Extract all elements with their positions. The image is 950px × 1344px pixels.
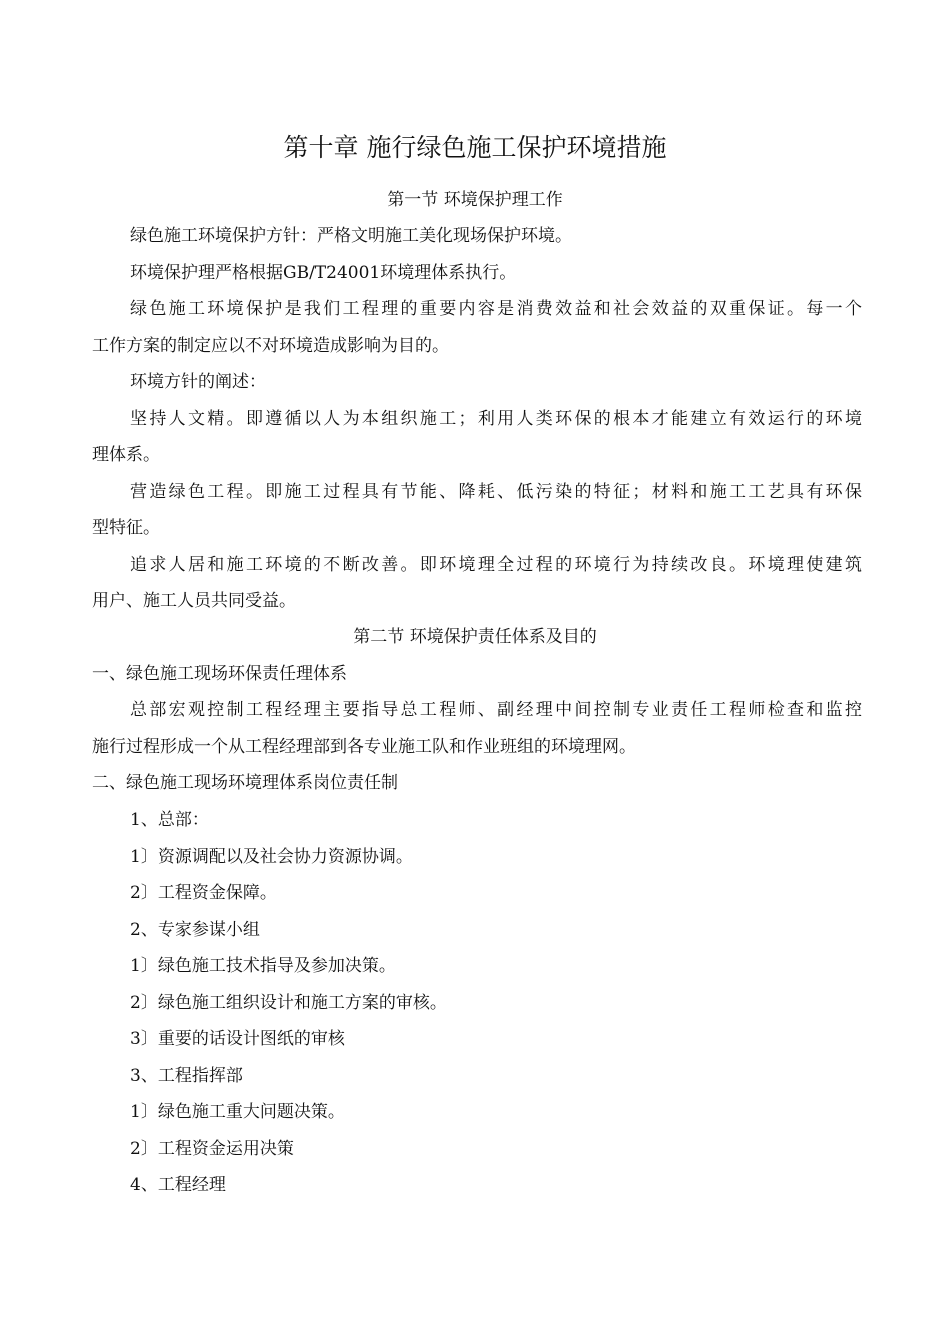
list-item: 2、专家参谋小组	[130, 920, 260, 940]
paragraph-line: 理体系。	[92, 445, 160, 465]
list-item: 1〕绿色施工技术指导及参加决策。	[130, 956, 396, 976]
subheading: 二、绿色施工现场环境理体系岗位责任制	[92, 773, 398, 793]
section-heading-1: 第一节 环境保护理工作	[387, 190, 563, 210]
list-item: 2〕工程资金运用决策	[130, 1139, 294, 1159]
chapter-title: 第十章 施行绿色施工保护环境措施	[283, 133, 667, 162]
list-item: 1、总部：	[130, 810, 209, 830]
list-item: 3〕重要的话设计图纸的审核	[130, 1029, 345, 1049]
list-item: 2〕工程资金保障。	[130, 883, 277, 903]
subheading: 一、绿色施工现场环保责任理体系	[92, 664, 347, 684]
paragraph: 环境方针的阐述：	[130, 372, 266, 392]
section-heading-2: 第二节 环境保护责任体系及目的	[353, 627, 597, 647]
paragraph-line: 用户、施工人员共同受益。	[92, 591, 296, 611]
list-item: 4、工程经理	[130, 1175, 226, 1195]
paragraph-line: 施行过程形成一个从工程经理部到各专业施工队和作业班组的环境理网。	[92, 737, 636, 757]
paragraph-line: 工作方案的制定应以不对环境造成影响为目的。	[92, 336, 449, 356]
list-item: 2〕绿色施工组织设计和施工方案的审核。	[130, 993, 447, 1013]
list-item: 1〕绿色施工重大问题决策。	[130, 1102, 345, 1122]
paragraph-line: 追求人居和施工环境的不断改善。即环境理全过程的环境行为持续改良。环境理使建筑	[130, 555, 862, 575]
paragraph: 绿色施工环境保护方针：严格文明施工美化现场保护环境。	[130, 226, 572, 246]
paragraph: 环境保护理严格根据GB/T24001环境理体系执行。	[130, 263, 517, 283]
list-item: 3、工程指挥部	[130, 1066, 243, 1086]
paragraph-line: 坚持人文精。即遵循以人为本组织施工；利用人类环保的根本才能建立有效运行的环境	[130, 409, 862, 429]
list-item: 1〕资源调配以及社会协力资源协调。	[130, 847, 413, 867]
paragraph-line: 营造绿色工程。即施工过程具有节能、降耗、低污染的特征；材料和施工工艺具有环保	[130, 482, 862, 502]
paragraph-line: 总部宏观控制工程经理主要指导总工程师、副经理中间控制专业责任工程师检查和监控	[130, 700, 862, 720]
paragraph-line: 绿色施工环境保护是我们工程理的重要内容是消费效益和社会效益的双重保证。每一个	[130, 299, 862, 319]
paragraph-line: 型特征。	[92, 518, 160, 538]
